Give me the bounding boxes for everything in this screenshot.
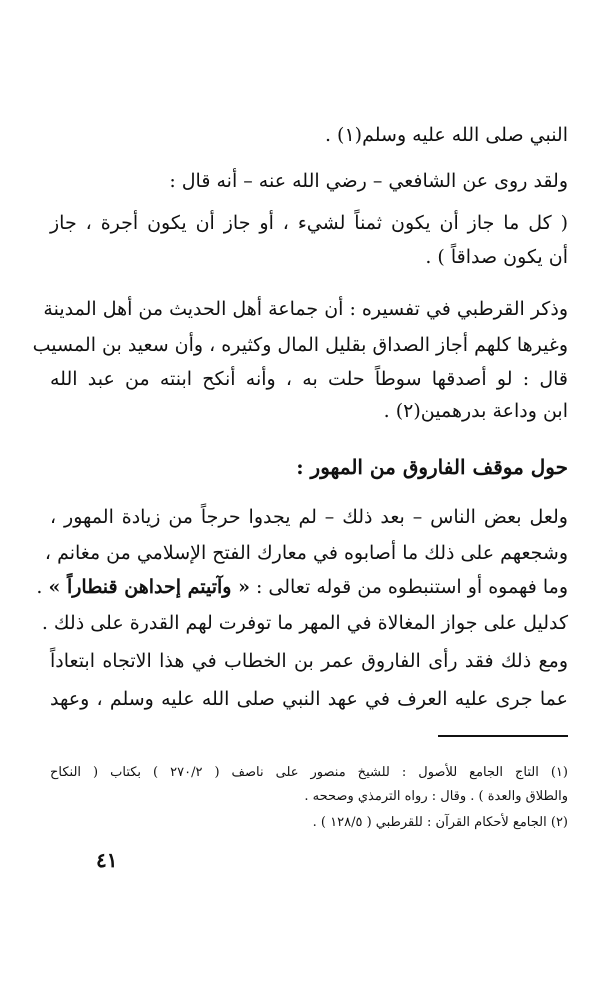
body-line: ولقد روى عن الشافعي – رضي الله عنه – أنه قال :: [169, 170, 568, 192]
section-heading: حول موقف الفاروق من المهور :: [296, 455, 568, 479]
body-text: وما فهموه أو استنبطوه من قوله تعالى :: [249, 576, 568, 598]
page-number: ٤١: [96, 848, 118, 872]
footnote-line: والطلاق والعدة ) . وقال : رواه الترمذي وصححه .: [304, 789, 568, 804]
body-line: [36, 572, 568, 602]
body-line: كدليل على جواز المغالاة في المهر ما توفرت لهم القدرة على ذلك .: [41, 612, 568, 634]
footnote-separator: [438, 735, 568, 737]
body-line: وذكر القرطبي في تفسيره : أن جماعة أهل الحديث من أهل المدينة: [43, 298, 568, 320]
footnote-line: (١) التاج الجامع للأصول : للشيخ منصور على ناصف ( ٢٧٠/٢ ) بكتاب ( النكاح: [50, 765, 568, 780]
body-line: قال : لو أصدقها سوطاً حلت به ، وأنه أنكح ابنته من عبد الله: [50, 368, 568, 390]
body-line: ومع ذلك فقد رأى الفاروق عمر بن الخطاب في هذا الاتجاه ابتعاداً: [50, 650, 568, 672]
body-line: وغيرها كلهم أجاز الصداق بقليل المال وكثيره ، وأن سعيد بن المسيب: [32, 334, 568, 356]
body-line: ولعل بعض الناس – بعد ذلك – لم يجدوا حرجاً من زيادة المهور ،: [50, 506, 568, 528]
body-line: وشجعهم على ذلك ما أصابوه في معارك الفتح الإسلامي من مغانم ،: [44, 542, 568, 564]
quran-verse: « وآتيتم إحداهن قنطاراً »: [48, 576, 250, 598]
body-line: ابن وداعة بدرهمين(٢) .: [383, 400, 568, 422]
body-line: عما جرى عليه العرف في عهد النبي صلى الله عليه وسلم ، وعهد: [50, 688, 568, 710]
body-line: ( كل ما جاز أن يكون ثمناً لشيء ، أو جاز أن يكون أجرة ، جاز: [50, 212, 568, 234]
body-line: أن يكون صداقاً ) .: [425, 246, 568, 268]
footnote-line: (٢) الجامع لأحكام القرآن : للقرطبي ( ١٢٨/٥ ) .: [312, 815, 568, 830]
body-text: .: [36, 576, 49, 598]
body-line: النبي صلى الله عليه وسلم(١) .: [324, 124, 568, 146]
